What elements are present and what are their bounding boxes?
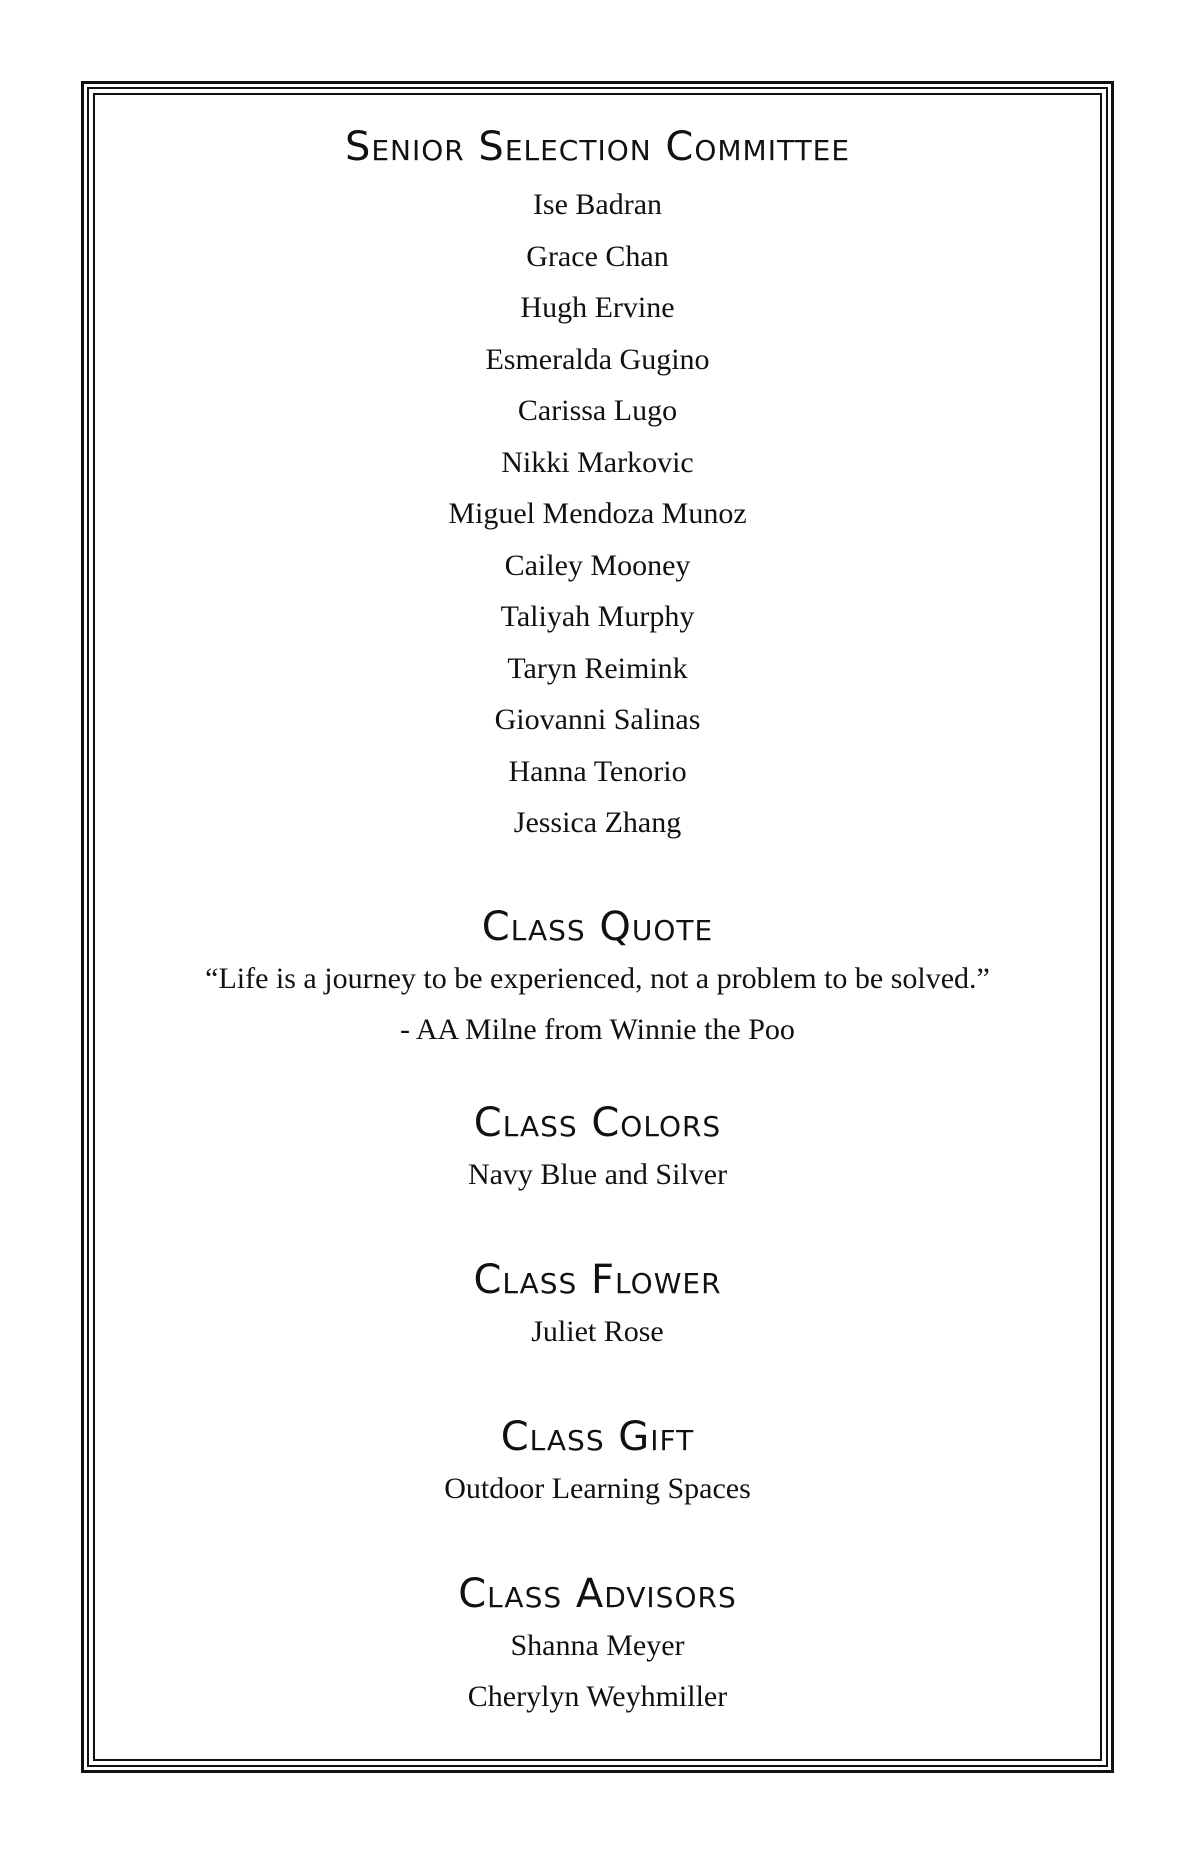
class-colors-section	[95, 1099, 1100, 1200]
committee-member-list	[95, 179, 1100, 849]
committee-member: Grace Chan	[526, 239, 669, 273]
class-quote-text: “Life is a journey to be experienced, not a problem to be solved.”	[205, 961, 990, 995]
committee-member: Carissa Lugo	[517, 394, 678, 427]
class-gift-heading: Class Gift	[500, 1413, 695, 1460]
committee-member: Taliyah Murphy	[500, 600, 695, 633]
class-quote-section	[95, 903, 1100, 1055]
committee-member: Ise Badran	[532, 188, 663, 221]
committee-member: Hugh Ervine	[520, 291, 675, 324]
committee-member: Nikki Markovic	[501, 445, 694, 479]
senior-selection-committee-section	[95, 124, 1100, 849]
class-advisor-name: Cherylyn Weyhmiller	[467, 1679, 728, 1713]
class-flower-heading: Class Flower	[473, 1256, 722, 1303]
class-gift-value: Outdoor Learning Spaces	[444, 1471, 751, 1505]
program-page	[95, 95, 1100, 1722]
class-gift-section	[95, 1413, 1100, 1514]
committee-member: Jessica Zhang	[513, 806, 682, 839]
class-colors-value: Navy Blue and Silver	[467, 1157, 728, 1191]
committee-heading: Senior Selection Committee	[344, 124, 851, 170]
committee-member: Miguel Mendoza Munoz	[448, 497, 747, 530]
class-colors-heading: Class Colors	[473, 1099, 722, 1146]
class-quote-attribution: - AA Milne from Winnie the Poo	[400, 1012, 795, 1046]
committee-member: Esmeralda Gugino	[485, 342, 710, 376]
class-advisors-section	[95, 1570, 1100, 1722]
committee-member: Hanna Tenorio	[508, 754, 687, 788]
class-quote-heading: Class Quote	[481, 903, 714, 950]
committee-member: Cailey Mooney	[504, 548, 691, 582]
class-advisors-heading: Class Advisors	[458, 1570, 737, 1617]
class-flower-section	[95, 1256, 1100, 1357]
committee-member: Taryn Reimink	[507, 651, 688, 685]
committee-member: Giovanni Salinas	[494, 703, 701, 736]
class-flower-value: Juliet Rose	[531, 1314, 664, 1348]
class-advisor-name: Shanna Meyer	[510, 1628, 685, 1662]
